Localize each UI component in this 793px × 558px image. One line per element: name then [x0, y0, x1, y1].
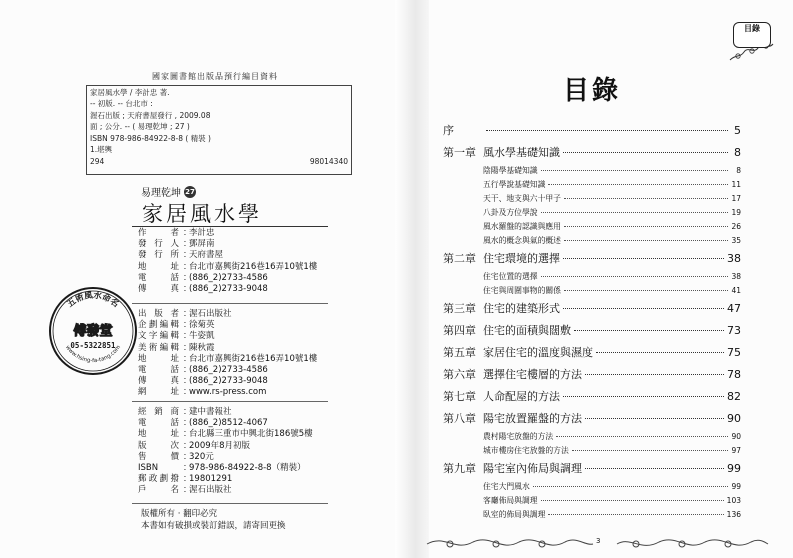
cip-record	[86, 71, 352, 175]
section-tab: 目錄	[733, 22, 771, 48]
info-row	[138, 354, 368, 365]
info-row	[138, 262, 368, 273]
toc-leader-dots	[564, 240, 728, 241]
info-value: 台北縣三重市中興北街186號5樓	[189, 429, 313, 440]
info-value: (886_2)2733-9048	[189, 284, 268, 295]
toc-page-number: 38	[727, 252, 741, 265]
toc-chapter-entry[interactable]	[443, 142, 741, 164]
toc-chapter-title: 人命配屋的方法	[483, 390, 560, 403]
toc-chapter-title: 住宅的面積與闊敷	[483, 324, 571, 337]
info-key: 傳 真	[138, 376, 179, 387]
series-name: 易理乾坤	[141, 188, 181, 199]
toc-section-entry[interactable]	[443, 206, 741, 220]
colon: ：	[183, 309, 192, 319]
toc-leader-dots	[585, 468, 724, 469]
colon: ：	[183, 485, 192, 496]
info-row	[138, 407, 368, 418]
toc-section-entry[interactable]	[443, 234, 741, 248]
colon: ：	[183, 228, 192, 238]
colon: ：	[183, 272, 192, 283]
info-key: 電 話	[138, 365, 179, 376]
info-value: 陳秋霞	[189, 342, 215, 353]
toc-entry-label	[443, 298, 560, 320]
toc-entry-label: 農村陽宅放盤的方法	[483, 432, 554, 441]
stamp-url: www.hsing-fa-tang.com	[64, 344, 122, 365]
toc-leader-dots	[596, 352, 724, 353]
cip-box	[86, 85, 352, 174]
info-row	[138, 228, 368, 239]
toc-chapter-number: 第一章	[443, 146, 476, 159]
divider	[132, 401, 328, 402]
toc-leader-dots	[563, 308, 724, 309]
info-key: 郵政劃撥	[138, 474, 179, 485]
toc-chapter-entry[interactable]	[443, 408, 741, 430]
toc-entry-label	[443, 408, 582, 430]
toc-page-number: 47	[727, 302, 741, 315]
toc-entry-label: 天干、地支與六十甲子	[483, 194, 561, 203]
cip-line: 家居風水學 / 李計忠 著.	[90, 87, 170, 97]
toc-leader-dots	[541, 170, 728, 171]
colon: ：	[183, 376, 192, 387]
toc-leader-dots	[574, 330, 724, 331]
info-key: 發 行 所	[138, 250, 179, 261]
colon: ：	[183, 331, 192, 342]
toc-leader-dots	[541, 212, 728, 213]
divider	[132, 303, 328, 304]
info-key: 版 次	[138, 440, 179, 451]
toc-entry-label: 住宅與周圍事物的關係	[483, 286, 561, 295]
info-key: 文字編輯	[138, 331, 179, 342]
series-label	[141, 184, 196, 199]
cip-class-number: 294	[90, 156, 105, 166]
toc-entry-label	[443, 142, 560, 164]
gutter-shadow	[395, 0, 429, 558]
info-row	[138, 429, 368, 440]
toc-page-number: 26	[731, 222, 741, 231]
toc-page-number: 99	[731, 482, 741, 491]
info-row	[138, 320, 368, 331]
info-row	[138, 343, 368, 354]
toc-section-entry[interactable]	[443, 444, 741, 458]
toc-chapter-entry[interactable]	[443, 320, 741, 342]
info-row	[138, 239, 368, 250]
toc-entry-label: 五行學說基礎知識	[483, 180, 546, 189]
toc-leader-dots	[548, 514, 723, 515]
info-key: ISBN	[138, 463, 159, 474]
info-value: 2009年8月初版	[189, 440, 251, 451]
info-key: 傳 真	[138, 284, 179, 295]
toc-section-entry[interactable]	[443, 508, 741, 522]
book-title: 家居風水學	[142, 202, 262, 226]
publisher-info-block	[138, 228, 368, 295]
toc-chapter-title: 住宅的建築形式	[483, 302, 560, 315]
toc-leader-dots	[541, 276, 728, 277]
info-row	[138, 387, 368, 398]
toc-leader-dots	[564, 198, 728, 199]
toc-page-number: 19	[731, 208, 741, 217]
colon: ：	[183, 407, 192, 417]
info-key: 作 者	[138, 228, 179, 238]
info-key: 美術編輯	[138, 342, 179, 353]
toc-chapter-number: 第三章	[443, 302, 476, 315]
toc-entry-label: 城市樓房住宅放盤的方法	[483, 446, 569, 455]
info-key: 網 址	[138, 387, 179, 398]
info-row	[138, 284, 368, 295]
info-row	[138, 331, 368, 342]
toc-page-number: 82	[727, 390, 741, 403]
toc-leader-dots	[564, 226, 728, 227]
toc-section-entry[interactable]	[443, 480, 741, 494]
toc-chapter-number: 序	[443, 124, 454, 137]
toc-entry-label	[443, 120, 483, 142]
toc-leader-dots	[585, 374, 724, 375]
toc-leader-dots	[563, 396, 724, 397]
toc-page-number: 8	[736, 166, 741, 175]
toc-chapter-number: 第四章	[443, 324, 476, 337]
toc-chapter-entry[interactable]	[443, 120, 741, 142]
damage-return-line: 本書如有破損或裝訂錯誤，請寄回更換	[141, 521, 286, 531]
info-row	[138, 309, 368, 320]
info-value: 徐菊英	[189, 320, 215, 331]
cip-line: 面 ; 公分. -- ( 易理乾坤 ; 27 )	[90, 122, 190, 131]
toc-section-entry[interactable]	[443, 430, 741, 444]
colon: ：	[183, 353, 192, 364]
toc-chapter-entry[interactable]	[443, 342, 741, 364]
toc-chapter-entry[interactable]	[443, 386, 741, 408]
toc-chapter-number: 第六章	[443, 368, 476, 381]
toc-page-number: 75	[727, 346, 741, 359]
toc-section-entry[interactable]	[443, 178, 741, 192]
toc-page-number: 90	[727, 412, 741, 425]
toc-page-number: 78	[727, 368, 741, 381]
colon: ：	[183, 451, 192, 462]
colon: ：	[183, 387, 192, 398]
copyright-line: 版權所有 ‧ 翻印必究	[141, 509, 218, 519]
info-value: 鄧屏南	[189, 239, 215, 250]
toc-chapter-title: 陽宅室內佈局與調理	[483, 462, 582, 475]
toc-chapter-title: 陽宅放置羅盤的方法	[483, 412, 582, 425]
info-value: 李計忠	[189, 228, 215, 238]
toc-entry-label	[443, 386, 560, 408]
info-row	[138, 485, 368, 496]
info-value: www.rs-press.com	[189, 387, 267, 398]
page-number: 3	[596, 537, 601, 545]
cip-line: ISBN 978-986-84922-8-8 ( 精裝 )	[90, 133, 211, 143]
toc-leader-dots	[563, 258, 724, 259]
toc-page-number: 73	[727, 324, 741, 337]
info-value: 天府書屋	[189, 250, 224, 261]
toc-chapter-number: 第二章	[443, 252, 476, 265]
cip-record-number: 98014340	[309, 156, 348, 166]
toc-entry-label	[443, 364, 582, 386]
toc-leader-dots	[533, 486, 728, 487]
toc-entry-label: 臥室的佈局與調理	[483, 510, 546, 519]
toc-page-number: 17	[731, 194, 741, 203]
toc-page-number: 11	[731, 180, 741, 189]
colon: ：	[183, 320, 192, 331]
colon: ：	[183, 418, 192, 429]
info-key: 售 價	[138, 451, 179, 462]
toc-entry-label: 客廳佈局與調理	[483, 496, 538, 505]
info-key: 出 版 者	[138, 309, 179, 319]
info-key: 戶 名	[138, 485, 179, 496]
colon: ：	[183, 474, 192, 485]
colon: ：	[183, 463, 192, 474]
colon: ：	[183, 365, 192, 376]
toc-page-number: 103	[726, 496, 741, 505]
colon: ：	[183, 261, 192, 272]
toc-entry-label: 八卦及方位學說	[483, 208, 538, 217]
copyright-notice	[141, 508, 286, 532]
info-key: 電 話	[138, 272, 179, 283]
toc-page-number: 38	[731, 272, 741, 281]
stamp-top-text: 五術風水命名	[65, 290, 121, 310]
info-key: 企劃編輯	[138, 320, 179, 331]
info-value: (886_2)8512-4067	[189, 418, 268, 429]
info-value: 台北市嘉興街216巷16弄10號1樓	[189, 261, 318, 272]
info-row	[138, 365, 368, 376]
toc-section-entry[interactable]	[443, 220, 741, 234]
toc-chapter-number: 第九章	[443, 462, 476, 475]
info-row	[138, 441, 368, 452]
divider	[132, 503, 328, 504]
toc-entry-label	[443, 320, 571, 342]
toc-section-entry[interactable]	[443, 270, 741, 284]
toc-chapter-title: 風水學基礎知識	[483, 146, 560, 159]
toc-chapter-number: 第五章	[443, 346, 476, 359]
toc-chapter-entry[interactable]	[443, 248, 741, 270]
toc-page-number: 35	[731, 236, 741, 245]
colon: ：	[183, 440, 192, 451]
toc-chapter-entry[interactable]	[443, 298, 741, 320]
title-divider	[132, 226, 328, 227]
info-key: 經 銷 商	[138, 407, 179, 417]
distributor-info-block	[138, 407, 368, 497]
cip-line: -- 初版. -- 台北市 :	[90, 99, 153, 108]
series-number-badge: 27	[185, 187, 195, 196]
toc-leader-dots	[541, 500, 724, 501]
cip-line: 渥石出版 ; 天府書屋發行 , 2009.08	[90, 110, 211, 120]
cip-header: 國家圖書館出版品預行編目資料	[152, 72, 278, 81]
info-value: (886_2)2733-4586	[189, 272, 268, 283]
toc-page-number: 97	[731, 446, 741, 455]
info-row	[138, 418, 368, 429]
colon: ：	[183, 342, 192, 353]
info-value: (886_2)2733-4586	[189, 365, 268, 376]
toc-leader-dots	[564, 290, 728, 291]
toc-section-entry[interactable]	[443, 284, 741, 298]
info-value: 渥石出版社	[189, 485, 232, 496]
toc-leader-dots	[548, 184, 728, 185]
toc-chapter-number: 第七章	[443, 390, 476, 403]
toc-page-number: 41	[731, 286, 741, 295]
toc-chapter-title: 家居住宅的溫度與濕度	[483, 346, 593, 359]
toc-page-number: 8	[734, 146, 741, 159]
info-value: 19801291	[189, 474, 233, 485]
toc-title: 目錄	[563, 76, 622, 106]
stamp-center-text: 傅發堂	[73, 324, 113, 339]
toc-page-number: 136	[726, 510, 741, 519]
toc-entry-label: 風水羅盤的認識與應用	[483, 222, 561, 231]
toc-entry-label: 陰陽學基礎知識	[483, 166, 538, 175]
info-row	[138, 376, 368, 387]
colon: ：	[183, 429, 192, 440]
colon: ：	[183, 239, 192, 250]
info-value: 牛姿凱	[189, 331, 215, 342]
toc-entry-label: 風水的概念與氣的概述	[483, 236, 561, 245]
toc-entry-label	[443, 248, 560, 270]
publisher-info-block	[138, 309, 368, 399]
toc-chapter-title: 住宅環境的選擇	[483, 252, 560, 265]
toc-entry-label: 住宅大門風水	[483, 482, 530, 491]
toc-page-number: 90	[731, 432, 741, 441]
toc-entry-label	[443, 458, 582, 480]
info-value: 978-986-84922-8-8（精裝）	[189, 463, 306, 474]
toc-page-number: 99	[727, 462, 741, 475]
info-value: 渥石出版社	[189, 309, 232, 319]
info-key: 電 話	[138, 418, 179, 429]
toc-section-entry[interactable]	[443, 164, 741, 178]
toc-entry-label: 住宅位置的選擇	[483, 272, 538, 281]
info-value: (886_2)2733-9048	[189, 376, 268, 387]
toc-leader-dots	[563, 152, 728, 153]
info-key: 地 址	[138, 261, 179, 272]
toc-chapter-entry[interactable]	[443, 458, 741, 480]
toc-leader-dots	[585, 418, 724, 419]
info-row	[138, 463, 368, 474]
info-row	[138, 452, 368, 463]
toc-page-number: 5	[734, 124, 741, 137]
cip-numbers	[90, 156, 348, 168]
info-row	[138, 474, 368, 485]
toc-leader-dots	[556, 436, 728, 437]
toc-entry-label	[443, 342, 593, 364]
toc-chapter-title: 選擇住宅樓層的方法	[483, 368, 582, 381]
colon: ：	[183, 250, 192, 261]
info-key: 發 行 人	[138, 239, 179, 250]
cip-bottom-rule	[86, 174, 352, 175]
toc-leader-dots	[572, 450, 728, 451]
stamp-phone: 05-5322851	[70, 341, 116, 350]
info-key: 地 址	[138, 353, 179, 364]
info-row	[138, 273, 368, 284]
toc-chapter-entry[interactable]	[443, 364, 741, 386]
info-value: 建中書報社	[189, 407, 232, 417]
toc-chapter-number: 第八章	[443, 412, 476, 425]
info-value: 台北市嘉興街216巷16弄10號1樓	[189, 353, 318, 364]
toc-section-entry[interactable]	[443, 192, 741, 206]
colon: ：	[183, 284, 192, 295]
info-row	[138, 250, 368, 261]
toc-section-entry[interactable]	[443, 494, 741, 508]
table-of-contents	[443, 120, 741, 522]
info-value: 320元	[189, 451, 214, 462]
info-key: 地 址	[138, 429, 179, 440]
seal-stamp	[48, 286, 138, 376]
toc-leader-dots	[486, 130, 728, 131]
cip-line: 1.堪輿	[90, 145, 113, 154]
